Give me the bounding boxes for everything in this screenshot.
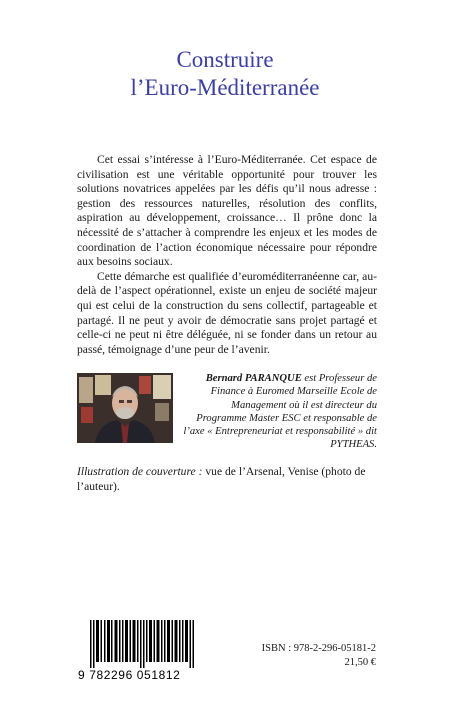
author-bio-text: est Professeur de Finance à Euromed Marseille Ecole de Management où il est directeur du Programme Master ESC et responsable de l’axe « Entrepreneuriat et responsabilité » dit PYTHEAS. [183,373,377,451]
price: 21,50 € [344,657,376,668]
barcode-digits: 9 782296 051812 [78,668,181,682]
isbn-block [246,642,376,670]
author-name: Bernard PARANQUE [205,373,302,384]
author-bio [181,372,377,452]
title-line-1: Construire [176,47,274,72]
barcode [78,620,208,684]
book-title [0,46,450,102]
author-portrait-image [77,373,173,443]
illustration-label: Illustration de couverture : [77,465,203,478]
title-line-2: l’Euro-Méditerranée [130,75,320,100]
summary-paragraph-1: Cet essai s’intéresse à l’Euro-Méditerranée. Cet espace de civilisation est une véritable opportunité pour trouver les solutions novatrices appelées par les défis qu’il nous adresse : gestion des ressources naturelles, résolution des conflits, aspiration au développement, croissance… Il prône donc la nécessité de s’attacher à comprendre les enjeux et les modes de coordination de l’action économique nécessaire pour répondre aux besoins sociaux. [77,153,377,269]
back-cover-summary [77,153,377,357]
author-photo [77,373,173,443]
barcode-icon [78,620,208,668]
illustration-text: vue de l’Arsenal, Venise (photo de l’auteur). [77,465,366,493]
author-section [77,373,377,451]
summary-paragraph-2: Cette démarche est qualifiée d’euroméditerranéenne car, au-delà de l’aspect opérationnel, existe un enjeu de société majeur qui est celui de la construction du sens collectif, partageable et partagé. Il ne peut y avoir de démocratie sans projet partagé et celle-ci ne peut ni être déléguée, ni se fonder dans un retour au passé, témoignage d’une peur de l’avenir. [77,269,377,356]
isbn-number: ISBN : 978-2-296-05181-2 [261,643,376,654]
cover-illustration-credit [77,464,377,494]
